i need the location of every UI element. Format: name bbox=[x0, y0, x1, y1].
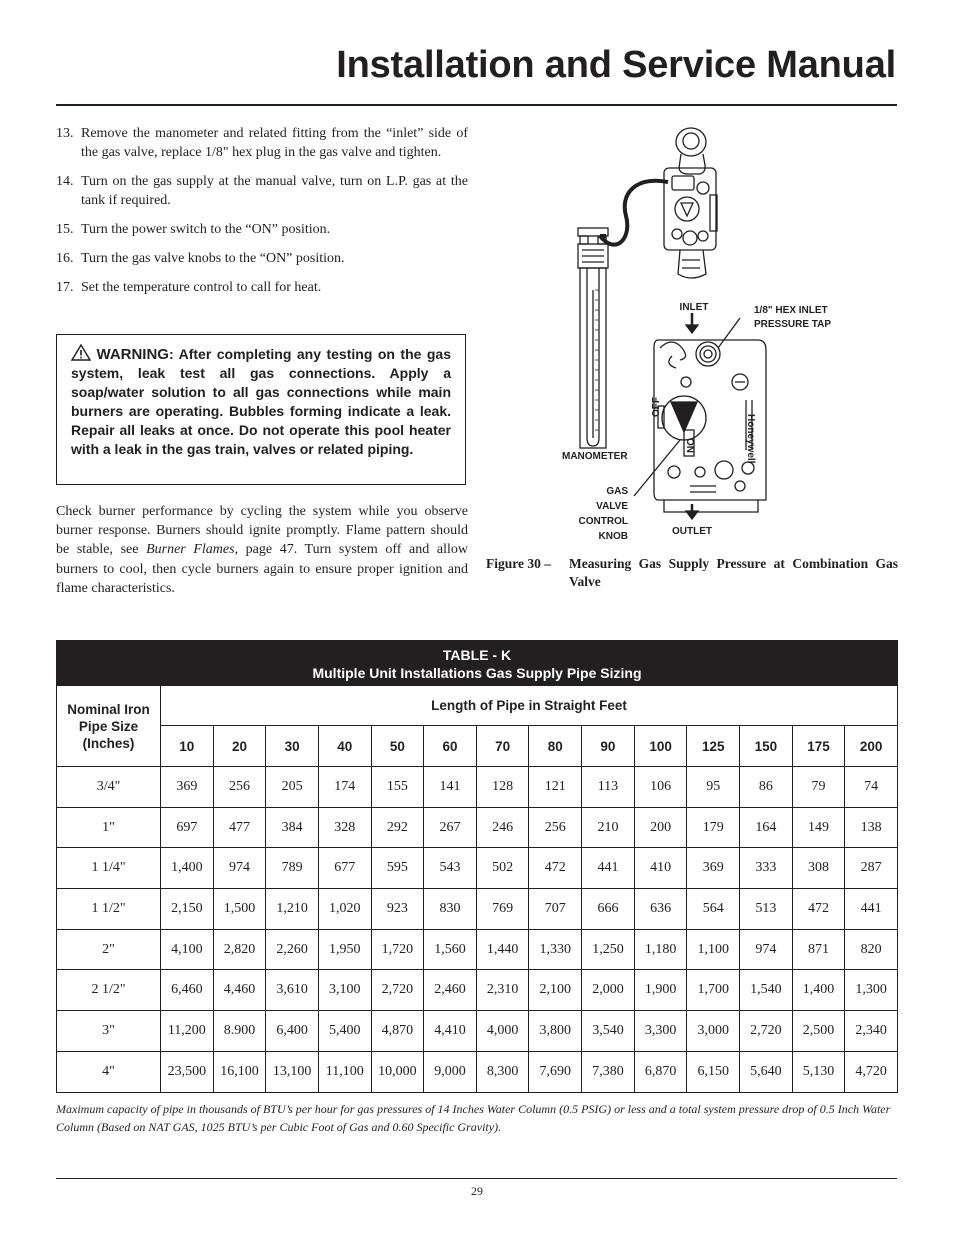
table-subtitle-text: Multiple Unit Installations Gas Supply Pipe Sizing bbox=[312, 665, 642, 681]
capacity-cell: 369 bbox=[161, 767, 214, 808]
capacity-cell: 1,180 bbox=[634, 929, 687, 970]
capacity-cell: 246 bbox=[476, 807, 529, 848]
step-item bbox=[56, 278, 468, 297]
capacity-cell: 2,000 bbox=[582, 970, 635, 1011]
step-item bbox=[56, 124, 468, 162]
gas-valve-figure bbox=[540, 120, 870, 550]
capacity-cell: 3,540 bbox=[582, 1011, 635, 1052]
knob-label-line3: CONTROL bbox=[578, 516, 628, 527]
capacity-cell: 1,900 bbox=[634, 970, 687, 1011]
capacity-cell: 871 bbox=[792, 929, 845, 970]
capacity-cell: 2,260 bbox=[266, 929, 319, 970]
capacity-cell: 636 bbox=[634, 889, 687, 930]
capacity-cell: 5,640 bbox=[740, 1051, 793, 1092]
capacity-cell: 8.900 bbox=[213, 1011, 266, 1052]
capacity-cell: 697 bbox=[161, 807, 214, 848]
capacity-cell: 2,100 bbox=[529, 970, 582, 1011]
table-row bbox=[57, 848, 898, 889]
capacity-cell: 11,100 bbox=[318, 1051, 371, 1092]
capacity-cell: 7,380 bbox=[582, 1051, 635, 1092]
paragraph-text: , page 47. Turn system off and allow burners to cool, then cycle burners again to ensure proper ignition and flame characteristics. bbox=[56, 542, 468, 596]
capacity-cell: 3,100 bbox=[318, 970, 371, 1011]
pipe-sizing-table bbox=[56, 640, 898, 1093]
step-item bbox=[56, 172, 468, 210]
outlet-label: OUTLET bbox=[672, 526, 712, 537]
capacity-cell: 128 bbox=[476, 767, 529, 808]
capacity-cell: 155 bbox=[371, 767, 424, 808]
capacity-cell: 6,460 bbox=[161, 970, 214, 1011]
table-row bbox=[57, 1011, 898, 1052]
capacity-cell: 79 bbox=[792, 767, 845, 808]
size-column-header: Nominal Iron Pipe Size (Inches) bbox=[57, 686, 161, 767]
capacity-cell: 666 bbox=[582, 889, 635, 930]
capacity-cell: 3,000 bbox=[687, 1011, 740, 1052]
hex-tap-label-line2: PRESSURE TAP bbox=[754, 319, 832, 330]
capacity-cell: 5,400 bbox=[318, 1011, 371, 1052]
capacity-cell: 1,330 bbox=[529, 929, 582, 970]
capacity-cell: 513 bbox=[740, 889, 793, 930]
capacity-cell: 86 bbox=[740, 767, 793, 808]
capacity-cell: 13,100 bbox=[266, 1051, 319, 1092]
burner-flames-reference: Burner Flames bbox=[146, 542, 235, 558]
warning-box bbox=[56, 334, 466, 485]
capacity-cell: 4,870 bbox=[371, 1011, 424, 1052]
capacity-cell: 595 bbox=[371, 848, 424, 889]
capacity-cell: 1,100 bbox=[687, 929, 740, 970]
capacity-cell: 1,720 bbox=[371, 929, 424, 970]
capacity-cell: 1,250 bbox=[582, 929, 635, 970]
capacity-cell: 205 bbox=[266, 767, 319, 808]
capacity-cell: 1,700 bbox=[687, 970, 740, 1011]
table-footnote: Maximum capacity of pipe in thousands of BTU’s per hour for gas pressures of 14 Inches Water Column (0.5 PSIG) or less and a total system pressure drop of 0.5 Inch Water Column (Based on NAT GAS, 1025 BTU’s per Cubic Foot of Gas and 0.60 Specific Gravity). bbox=[56, 1102, 891, 1134]
step-number: 14. bbox=[56, 174, 74, 189]
capacity-cell: 1,440 bbox=[476, 929, 529, 970]
capacity-cell: 1,560 bbox=[424, 929, 477, 970]
length-column-header: 125 bbox=[687, 726, 740, 767]
capacity-cell: 74 bbox=[845, 767, 898, 808]
table-row bbox=[57, 929, 898, 970]
capacity-cell: 477 bbox=[213, 807, 266, 848]
capacity-cell: 141 bbox=[424, 767, 477, 808]
capacity-cell: 1,500 bbox=[213, 889, 266, 930]
step-item bbox=[56, 249, 468, 268]
pipe-size-cell: 3" bbox=[57, 1011, 161, 1052]
knob-label-line4: KNOB bbox=[598, 531, 628, 542]
capacity-cell: 121 bbox=[529, 767, 582, 808]
capacity-cell: 974 bbox=[213, 848, 266, 889]
pipe-size-cell: 2" bbox=[57, 929, 161, 970]
hex-tap-label-line1: 1/8" HEX INLET bbox=[754, 305, 828, 316]
manometer-tubing bbox=[600, 181, 668, 245]
capacity-cell: 267 bbox=[424, 807, 477, 848]
capacity-cell: 9,000 bbox=[424, 1051, 477, 1092]
length-column-header: 175 bbox=[792, 726, 845, 767]
capacity-cell: 543 bbox=[424, 848, 477, 889]
capacity-cell: 256 bbox=[213, 767, 266, 808]
capacity-cell: 369 bbox=[687, 848, 740, 889]
length-group-header: Length of Pipe in Straight Feet bbox=[161, 686, 898, 726]
warning-text: : After completing any testing on the gas system, leak test all gas connections. Apply a soap/water solution to all gas connections while main burners are operating. Bubbles forming indicate a leak. Repair all leaks at once. Do not operate this pool heater with a leak in the gas train, valves or related piping. bbox=[71, 346, 452, 457]
capacity-cell: 1,950 bbox=[318, 929, 371, 970]
length-column-header: 90 bbox=[582, 726, 635, 767]
capacity-cell: 1,020 bbox=[318, 889, 371, 930]
capacity-cell: 472 bbox=[529, 848, 582, 889]
capacity-cell: 333 bbox=[740, 848, 793, 889]
capacity-cell: 4,410 bbox=[424, 1011, 477, 1052]
capacity-cell: 292 bbox=[371, 807, 424, 848]
capacity-cell: 830 bbox=[424, 889, 477, 930]
capacity-cell: 707 bbox=[529, 889, 582, 930]
capacity-cell: 564 bbox=[687, 889, 740, 930]
capacity-cell: 7,690 bbox=[529, 1051, 582, 1092]
pipe-size-cell: 2 1/2" bbox=[57, 970, 161, 1011]
capacity-cell: 6,870 bbox=[634, 1051, 687, 1092]
capacity-cell: 384 bbox=[266, 807, 319, 848]
capacity-cell: 210 bbox=[582, 807, 635, 848]
capacity-cell: 441 bbox=[845, 889, 898, 930]
inlet-label: INLET bbox=[679, 302, 709, 313]
capacity-cell: 1,210 bbox=[266, 889, 319, 930]
capacity-cell: 256 bbox=[529, 807, 582, 848]
table-row bbox=[57, 970, 898, 1011]
capacity-cell: 4,460 bbox=[213, 970, 266, 1011]
pipe-size-cell: 1 1/2" bbox=[57, 889, 161, 930]
capacity-cell: 179 bbox=[687, 807, 740, 848]
table-title-text: TABLE - K bbox=[442, 647, 512, 663]
length-column-header: 80 bbox=[529, 726, 582, 767]
warning-label: WARNING bbox=[96, 346, 169, 363]
step-number: 16. bbox=[56, 251, 74, 266]
step-number: 15. bbox=[56, 222, 74, 237]
capacity-cell: 2,460 bbox=[424, 970, 477, 1011]
step-text: Turn the gas valve knobs to the “ON” position. bbox=[81, 251, 345, 266]
pipe-size-cell: 1 1/4" bbox=[57, 848, 161, 889]
capacity-cell: 1,400 bbox=[161, 848, 214, 889]
procedure-steps bbox=[56, 124, 468, 307]
paragraph-text: Check burner performance by cycling the system while you observe burner response. Burners should ignite promptly. Flame pattern should be stable, see bbox=[56, 504, 468, 558]
length-column-header: 60 bbox=[424, 726, 477, 767]
capacity-cell: 8,300 bbox=[476, 1051, 529, 1092]
step-text: Remove the manometer and related fitting from the “inlet” side of the gas valve, replace 1/8" hex plug in the gas valve and tighten. bbox=[81, 126, 468, 160]
capacity-cell: 287 bbox=[845, 848, 898, 889]
capacity-cell: 106 bbox=[634, 767, 687, 808]
capacity-cell: 2,150 bbox=[161, 889, 214, 930]
capacity-cell: 328 bbox=[318, 807, 371, 848]
table-row bbox=[57, 767, 898, 808]
table-row bbox=[57, 807, 898, 848]
table-title bbox=[57, 641, 898, 686]
step-text: Set the temperature control to call for heat. bbox=[81, 280, 322, 295]
capacity-cell: 23,500 bbox=[161, 1051, 214, 1092]
off-mark: OFF bbox=[651, 397, 662, 417]
capacity-cell: 472 bbox=[792, 889, 845, 930]
capacity-cell: 769 bbox=[476, 889, 529, 930]
capacity-cell: 6,150 bbox=[687, 1051, 740, 1092]
length-column-header: 20 bbox=[213, 726, 266, 767]
capacity-cell: 4,100 bbox=[161, 929, 214, 970]
warning-triangle-icon bbox=[71, 344, 91, 361]
on-mark: ON bbox=[684, 438, 695, 453]
knob-label-line2: VALVE bbox=[596, 501, 628, 512]
manometer-label: MANOMETER bbox=[562, 451, 628, 462]
capacity-cell: 5,130 bbox=[792, 1051, 845, 1092]
capacity-cell: 113 bbox=[582, 767, 635, 808]
capacity-cell: 974 bbox=[740, 929, 793, 970]
knob-label-line1: GAS bbox=[606, 486, 628, 497]
capacity-cell: 502 bbox=[476, 848, 529, 889]
figure-number: Figure 30 – bbox=[486, 556, 551, 571]
length-column-header: 70 bbox=[476, 726, 529, 767]
capacity-cell: 200 bbox=[634, 807, 687, 848]
capacity-cell: 2,310 bbox=[476, 970, 529, 1011]
step-text: Turn the power switch to the “ON” position. bbox=[81, 222, 331, 237]
capacity-cell: 923 bbox=[371, 889, 424, 930]
capacity-cell: 1,540 bbox=[740, 970, 793, 1011]
capacity-cell: 2,720 bbox=[371, 970, 424, 1011]
capacity-cell: 3,800 bbox=[529, 1011, 582, 1052]
honeywell-brand-text: Honeywell bbox=[745, 414, 756, 464]
step-number: 13. bbox=[56, 126, 74, 141]
step-text: Turn on the gas supply at the manual valve, turn on L.P. gas at the tank if required. bbox=[81, 174, 468, 208]
capacity-cell: 95 bbox=[687, 767, 740, 808]
capacity-cell: 6,400 bbox=[266, 1011, 319, 1052]
page-title: Installation and Service Manual bbox=[336, 44, 896, 86]
manometer-illustration bbox=[578, 228, 608, 448]
step-number: 17. bbox=[56, 280, 74, 295]
length-column-header: 100 bbox=[634, 726, 687, 767]
table-body bbox=[57, 767, 898, 1093]
capacity-cell: 164 bbox=[740, 807, 793, 848]
capacity-cell: 138 bbox=[845, 807, 898, 848]
capacity-cell: 16,100 bbox=[213, 1051, 266, 1092]
length-column-header: 50 bbox=[371, 726, 424, 767]
page-number: 29 bbox=[471, 1184, 483, 1198]
capacity-cell: 410 bbox=[634, 848, 687, 889]
capacity-cell: 3,610 bbox=[266, 970, 319, 1011]
figure-caption bbox=[486, 555, 898, 591]
capacity-cell: 2,500 bbox=[792, 1011, 845, 1052]
length-column-header: 40 bbox=[318, 726, 371, 767]
capacity-cell: 2,720 bbox=[740, 1011, 793, 1052]
length-column-header: 200 bbox=[845, 726, 898, 767]
capacity-cell: 2,340 bbox=[845, 1011, 898, 1052]
capacity-cell: 4,000 bbox=[476, 1011, 529, 1052]
figure-caption-text: Measuring Gas Supply Pressure at Combination Gas Valve bbox=[569, 556, 898, 589]
capacity-cell: 4,720 bbox=[845, 1051, 898, 1092]
capacity-cell: 174 bbox=[318, 767, 371, 808]
capacity-cell: 11,200 bbox=[161, 1011, 214, 1052]
capacity-cell: 789 bbox=[266, 848, 319, 889]
length-column-header: 150 bbox=[740, 726, 793, 767]
footer-divider bbox=[56, 1178, 897, 1179]
capacity-cell: 820 bbox=[845, 929, 898, 970]
pipe-size-cell: 4" bbox=[57, 1051, 161, 1092]
table-row bbox=[57, 889, 898, 930]
length-column-header: 10 bbox=[161, 726, 214, 767]
table-row bbox=[57, 1051, 898, 1092]
pipe-size-cell: 3/4" bbox=[57, 767, 161, 808]
capacity-cell: 308 bbox=[792, 848, 845, 889]
capacity-cell: 149 bbox=[792, 807, 845, 848]
capacity-cell: 1,400 bbox=[792, 970, 845, 1011]
length-header-row bbox=[57, 726, 898, 767]
capacity-cell: 677 bbox=[318, 848, 371, 889]
capacity-cell: 2,820 bbox=[213, 929, 266, 970]
burner-check-paragraph bbox=[56, 502, 468, 598]
pipe-size-cell: 1" bbox=[57, 807, 161, 848]
upper-gas-valve-illustration bbox=[664, 128, 717, 278]
capacity-cell: 441 bbox=[582, 848, 635, 889]
length-column-header: 30 bbox=[266, 726, 319, 767]
capacity-cell: 1,300 bbox=[845, 970, 898, 1011]
header-divider bbox=[56, 104, 897, 106]
capacity-cell: 10,000 bbox=[371, 1051, 424, 1092]
capacity-cell: 3,300 bbox=[634, 1011, 687, 1052]
step-item bbox=[56, 220, 468, 239]
